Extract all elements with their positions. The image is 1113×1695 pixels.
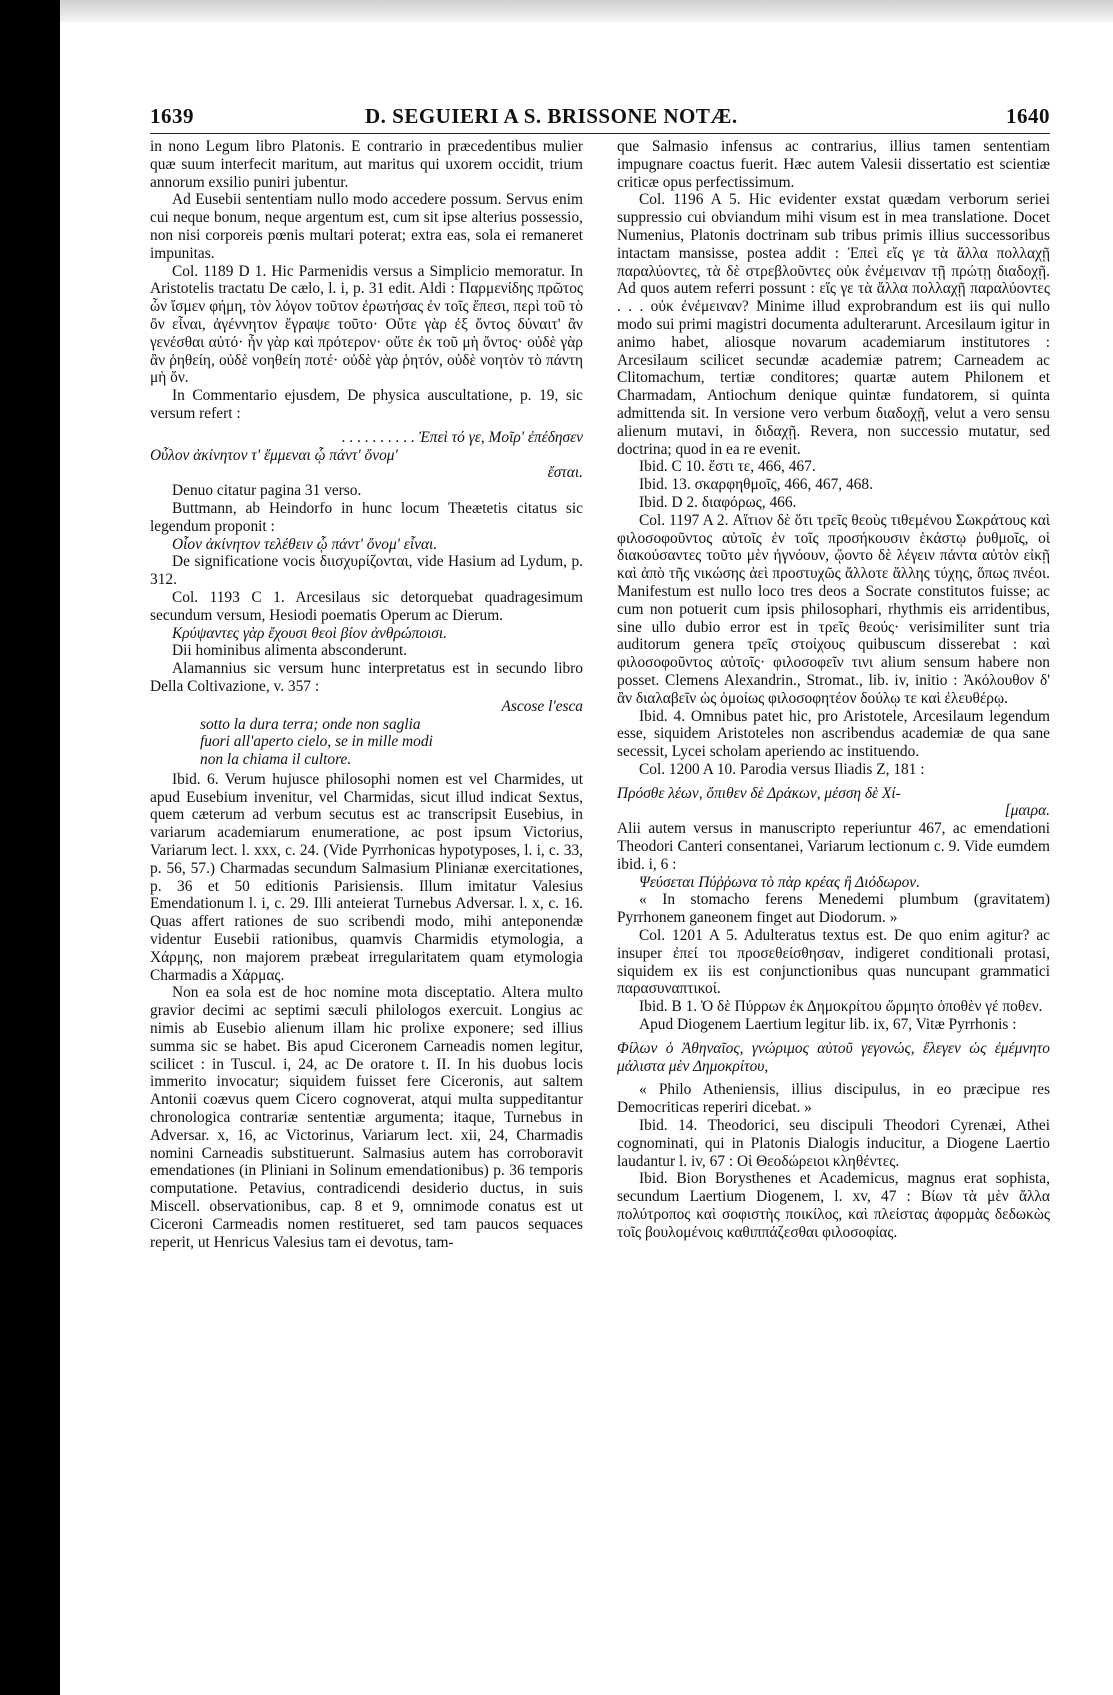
page-header [150,100,1050,132]
paragraph: Ibid. C 10. ἔστι τε, 466, 467. [639,458,816,476]
paragraph: in nono Legum libro Platonis. E contrario in præcedentibus mulier quæ suum interfecit maritum, aut maritus qui uxorem occidit, trium annorum exsilio puniri jubentur. [150,138,583,191]
paragraph: De significatione vocis διισχυρίζονται, vide Hasium ad Lydum, p. 312. [150,553,583,589]
paragraph: Col. 1189 D 1. Hic Parmenidis versus a Simplicio memoratur. In Aristotelis tractatu De cælo, l. i, p. 31 edit. Aldi : Παρμενίδης πρῶτος ὧν ἴσμεν φήμη, τὸν λόγον τοῦτον ἐρωτήσας ἐν τοῖς ἔπεσι, περὶ τοῦ τὸ ὂν εἶναι, ἀγέννητον ἔγραψε τοῦτο· Οὔτε γὰρ ἐξ ὄντος δύναιτ' ἂν γενέσθαι αὐτό· ἦν γὰρ καὶ πρότερον· οὔτε ἐκ τοῦ μὴ ὄντος· οὐδὲ γὰρ ἂν ῥηθείη, οὐδὲ νοηθείη ποτέ· οὐδὲ γὰρ ῥητόν, οὐδὲ νοητὸν τὸ πάντη μὴ ὄν. [150,262,583,387]
paragraph: Col. 1200 A 10. Parodia versus Iliadis Z, 181 : [639,760,925,778]
paragraph: Alamannius sic versum hunc interpretatus est in secundo libro Della Coltivazione, v. 357 : [150,660,583,695]
page-number-left: 1639 [150,104,194,128]
verse-line: Φίλων ὁ Ἀθηναῖος, γνώριμος αὐτοῦ γεγονώς, ἔλεγεν ὡς ἐμέμνητο μάλιστα μὲν Δημοκρίτου, [617,1039,1050,1075]
paragraph: « In stomacho ferens Menedemi plumbum (gravitatem) Pyrrhonem ganeonem finget aut Diodorum. » [617,891,1050,927]
paragraph: que Salmasio infensus ac contrarius, illius tamen sententiam impugnare coactus fuerit. Hæc autem Valesii dissertatio est scientiæ criticæ opus perfectissimum. [617,138,1050,191]
running-title: D. SEGUIERI A S. BRISSONE NOTÆ. [365,104,738,128]
paragraph: Col. 1193 C 1. Arcesilaus sic detorquebat quadragesimum secundum versum, Hesiodi poematis Operum ac Dierum. [150,588,583,624]
paragraph: Non ea sola est de hoc nomine mota disceptatio. Altera multo gravior decimi ac septimi sæculi philologos exercuit. Longius ac nimis ab Eusebio alienum illam hic prolixe exponere; sed illius summa sic se habet. Bis apud Ciceronem Carneadis nomen legitur, scilicet : in Tuscul. i, 24, ac De oratore t. II. In his duobus locis immerito invocatur; siquidem fuisset fere Ciceronis, aut saltem Antonii coævus quem Cicero cognoverat, atqui multa suppeditantur chronologica contrariæ sententiæ argumenta; itaque, Turnebus in Adversar. x, 16, ac Victorinus, Variarum lect. xii, 24, Charmadis nomini Carneadis substituerunt. Salmasius autem has corroboravit emendationes (in Pliniani in Solinum emendationibus) p. 36 temporis computatione. Petavius, contradicendi desiderio ductus, in suis Miscell. observationibus, cap. 8 et 9, omnimode conatus est ut Ciceroni Carmeadis nomen restitueret, sed tam paucos sequaces reperit, ut Henricus Valesius tam ei devotus, tam- [150,984,583,1251]
right-column [617,138,1050,1242]
verse-line: Ψεύσεται Πύῤῥωνα τὸ πὰρ κρέας ἢ Διόδωρον. [639,873,920,891]
page-number-right: 1640 [1006,104,1050,128]
scan-edge [0,0,60,1695]
verse-line: . . . . . . . . . . Ἐπεὶ τό γε, Μοῖρ' ἐπέδησεν [341,428,583,446]
verse-line: Πρόσθε λέων, ὄπιθεν δὲ Δράκων, μέσση δὲ Χί- [617,784,901,802]
verse-line: Κρύψαντες γὰρ ἔχουσι θεοὶ βίον ἀνθρώποισι. [172,624,447,642]
left-column [150,138,583,1251]
paragraph: Dii hominibus alimenta absconderunt. [172,642,408,660]
paragraph: Col. 1197 A 2. Αἴτιον δὲ ὅτι τρεῖς θεοὺς τιθεμένου Σωκράτους καὶ φιλοσοφοῦντος αὐτοῖς ἐν τοῖς προσήκουσιν ἑκάστῳ ῥυθμοῖς, οἱ διακούσαντες τοῦτο μὲν ἠγνόουν, ᾤοντο δὲ λέγειν πάντα αὐτὸν εἰκῇ καὶ ἀπὸ τῆς νικώσης ἀεὶ προστυχῶς ἄλλοτε ἄλλης τύχης, ὅπως πνέοι. Manifestum est nullo loco tres deos a Socrate constitutos fuisse; ac cum non potuerit cum ipsis philosophari, rhythmis eis arridentibus, sine ullo dubio error est in τρεῖς θεούς· verisimiliter sunt tria auditorum genera τρεῖς στοίχους quibuscum disserebat : καὶ φιλοσοφοῦντος αὐτοῖς· φιλοσοφεῖν τινι alium sensum habere non posset. Clemens Alexandrin., Stromat., lib. iv, initio : Ἀκόλουθον δ' ἂν διαλαβεῖν ὡς ὁμοίως φιλοσοφητέον δούλῳ τε καὶ ἐλευθέρῳ. [617,511,1050,707]
paragraph: Ibid. 4. Omnibus patet hic, pro Aristotele, Arcesilaum legendum esse, siquidem Aristoteles non ascribendus academiæ de qua sane secessit, Lycei scholam aperiendo ac instituendo. [617,707,1050,761]
verse-line: non la chiama il cultore. [200,751,352,769]
verse-line: Οἷον ἀκίνητον τελέθειν ᾧ πάντ' ὄνομ' εἶναι. [172,535,438,553]
paragraph: Buttmann, ab Heindorfo in hunc locum Theætetis citatus sic legendum proponit : [150,499,583,535]
paragraph: Ibid. 14. Theodorici, seu discipuli Theodori Cyrenæi, Athei cognominati, qui in Platonis Dialogis inducitur, a Diogene Laertio laudantur l. iv, 67 : Οἱ Θεοδώρειοι κληθέντες. [617,1117,1050,1170]
paragraph: Ibid. 13. σκαρφηθμοῖς, 466, 467, 468. [639,476,873,494]
paragraph: Apud Diogenem Laertium legitur lib. ix, 67, Vitæ Pyrrhonis : [639,1016,1017,1034]
header-rule [150,133,1050,134]
paragraph: Col. 1196 A 5. Hic evidenter exstat quædam verborum seriei suppressio cui obviandum mihi visum est in mea translatione. Docet Numenius, Platonis doctrinam sub tribus primis illius successoribus intactam mansisse, postea addit : Ἐπεὶ εἴς γε τὰ ἄλλα πολλαχῇ παραλύοντες, τὰ δὲ στρεβλοῦντες οὐκ ἐνέμειναν τῇ πρώτῃ διαδοχῇ. Ad quos autem referri possunt : εἴς γε τὰ ἄλλα πολλαχῇ παραλύοντες . . . οὐκ ἐνέμειναν? Minime illud exprobrandum est iis qui nullo modo sui primi magistri documenta adulterarunt. Arcesilaum igitur in animo habet, aliosque novarum academiarum institutores : Arcesilaum scilicet secundæ academiæ patrem; Carneadem ac Clitomachum, tertiæ conditores; quartæ autem Philonem et Charmadam, Antiochum denique quintæ fundatorem, si quinta admittenda sit. In versione vero verbum διαδοχῇ, velut a vero sensu alienum mutavi, in διδαχῇ. Revera, non successio mutatur, sed doctrina; quod in ea re evenit. [617,191,1050,458]
verse-line: ἔσται. [547,464,583,482]
verse-line: sotto la dura terra; onde non saglia [200,715,421,733]
paragraph: Ibid. Bion Borysthenes et Academicus, magnus erat sophista, secundum Laertium Diogenem, l. xv, 47 : Βίων τὰ μὲν ἄλλα πολύτροπος καὶ σοφιστὴς ποικίλος, καὶ πλείστας ἀφορμὰς δεδωκὼς τοῖς βουλομένοις καθιππάζεσθαι φιλοσοφίας. [617,1170,1050,1241]
scan-top-edge [60,0,1113,22]
paragraph: Ad Eusebii sententiam nullo modo accedere possum. Servus enim cui neque bonum, neque argentum est, cum sit ipse alterius possessio, non nisi corporeis pœnis multari poterat; extra eas, sola ei remaneret impunitas. [150,191,583,262]
paragraph: Alii autem versus in manuscripto reperiuntur 467, ac emendationi Theodori Canteri consentanei, Variarum lectionum c. 9. Vide eumdem ibid. i, 6 : [617,820,1050,873]
paragraph: Ibid. 6. Verum hujusce philosophi nomen est vel Charmides, ut apud Eusebium invenitur, vel Charmidas, sicut illud indicat Sextus, quem cæterum ad verbum secutus est ac transcripsit Eusebius, in variarum academiarum enumeratione, ac post ipsum Victorius, Variarum lect. l. xxx, c. 24. (Vide Pyrrhonicas hypotyposes, l. i, c. 33, p. 56, 57.) Charmadas secundum Salmasium Plinianæ exercitationes, p. 36 et 50 editionis Parisiensis. Illum imitatur Valesius Emendationum l. i, c. 29. Illi anteierat Turnebus Adversar. l. x, c. 16. Quas affert rationes de suo scribendi modo, mihi anteponendæ videntur Eusebii rationibus, quamvis Charmidis etymologia, a Χάρμης, non majorem præbeat irregularitatem quam etymologia Charmadis a Χάρμας. [150,770,583,984]
verse-line: fuori all'aperto cielo, se in mille modi [200,733,433,751]
paragraph: « Philo Atheniensis, illius discipulus, in eo præcipue res Democriticas reperiri dicebat. » [617,1081,1050,1117]
paragraph: Col. 1201 A 5. Adulteratus textus est. De quo enim agitur? ac insuper ἐπεί τοι προσεθείσθησαν, indigeret conditionali protasi, siquidem ex iis est conjunctionibus quas nuncupant grammatici παρασυναπτικοί. [617,927,1050,998]
paragraph: In Commentario ejusdem, De physica auscultatione, p. 19, sic versum refert : [150,387,583,422]
verse-line: [μαιρα. [1004,802,1050,820]
paragraph: Denuo citatur pagina 31 verso. [172,482,362,500]
verse-line: Οὖλον ἀκίνητον τ' ἔμμεναι ᾧ πάντ' ὄνομ' [150,446,398,464]
italian-verse-block [150,698,583,769]
paragraph: Ibid. D 2. διαφόρως, 466. [639,493,797,511]
verse-line: Ascose l'esca [501,697,583,715]
paragraph: Ibid. B 1. Ὁ δὲ Πύρρων ἐκ Δημοκρίτου ὥρμητο ὁποθὲν γέ ποθεν. [639,998,1043,1016]
